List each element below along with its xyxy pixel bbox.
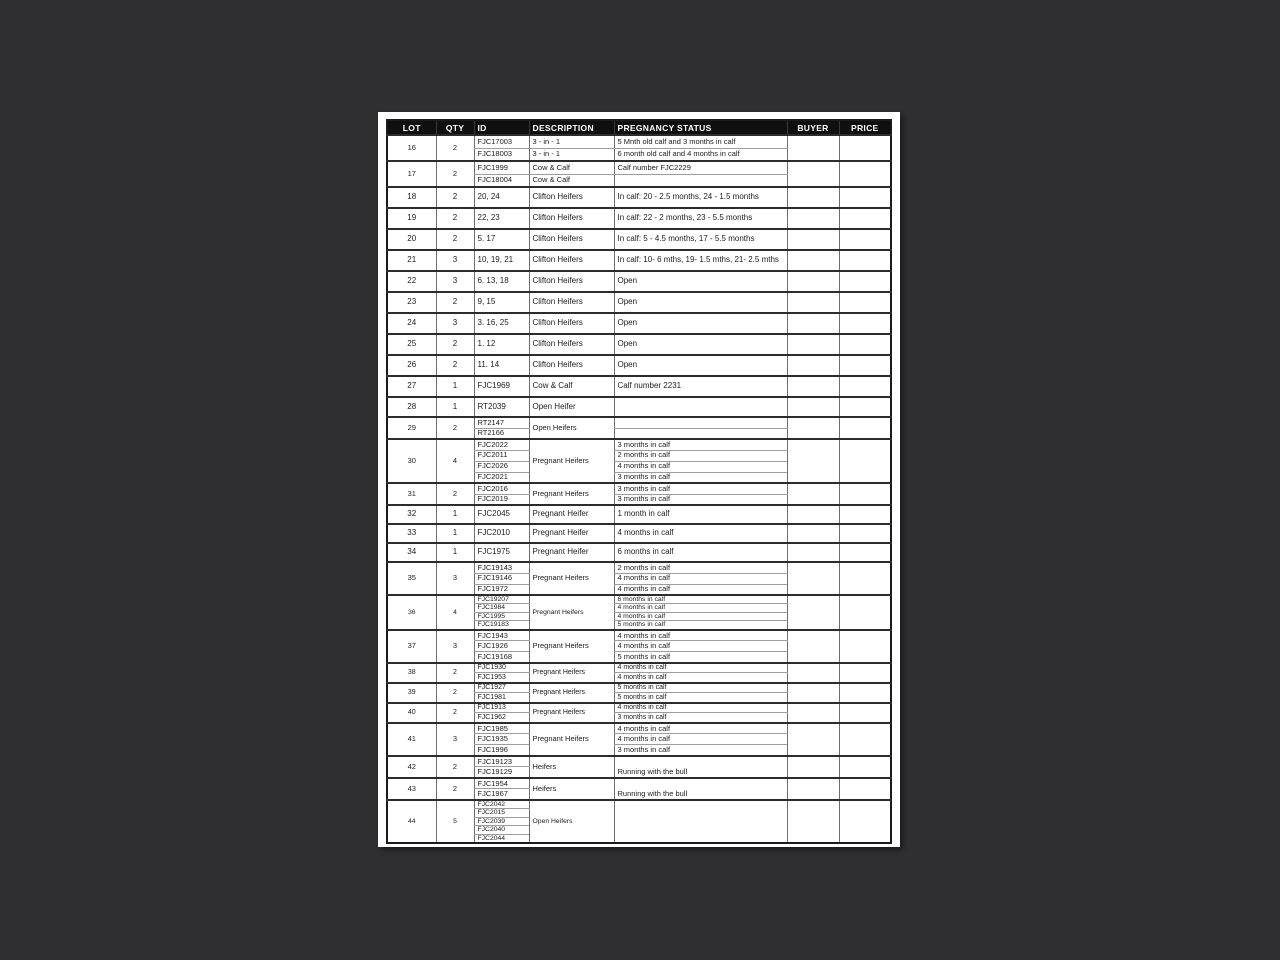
- id-cell: FJC1999: [474, 161, 529, 174]
- buyer-cell: [787, 595, 839, 630]
- buyer-cell: [787, 756, 839, 778]
- id-cell: FJC1954: [474, 778, 529, 789]
- description-cell: Cow & Calf: [529, 376, 614, 397]
- status-cell: 4 months in calf: [614, 461, 787, 472]
- lot-cell: 31: [387, 483, 436, 505]
- column-header: BUYER: [787, 120, 839, 135]
- qty-cell: 2: [436, 778, 474, 800]
- id-cell: FJC19207: [474, 595, 529, 604]
- table-row: [387, 524, 891, 543]
- id-cell: FJC19183: [474, 621, 529, 630]
- status-cell: 3 months in calf: [614, 439, 787, 450]
- price-cell: [839, 417, 891, 439]
- description-cell: Pregnant Heifer: [529, 543, 614, 562]
- table-header: [387, 120, 891, 135]
- buyer-cell: [787, 417, 839, 439]
- lot-cell: 35: [387, 562, 436, 595]
- buyer-cell: [787, 723, 839, 756]
- status-cell: 5 months in calf: [614, 621, 787, 630]
- qty-cell: 3: [436, 271, 474, 292]
- qty-cell: 3: [436, 313, 474, 334]
- price-cell: [839, 376, 891, 397]
- description-cell: Clifton Heifers: [529, 355, 614, 376]
- description-cell: Pregnant Heifer: [529, 524, 614, 543]
- description-cell: Pregnant Heifers: [529, 562, 614, 595]
- status-cell: 4 months in calf: [614, 673, 787, 683]
- id-cell: 11. 14: [474, 355, 529, 376]
- id-cell: FJC2011: [474, 450, 529, 461]
- status-cell: 4 months in calf: [614, 703, 787, 713]
- description-cell: Clifton Heifers: [529, 313, 614, 334]
- status-cell: 1 month in calf: [614, 505, 787, 524]
- price-cell: [839, 313, 891, 334]
- status-cell: 2 months in calf: [614, 450, 787, 461]
- status-cell: 4 months in calf: [614, 604, 787, 612]
- id-cell: 9, 15: [474, 292, 529, 313]
- qty-cell: 1: [436, 397, 474, 417]
- status-cell: 3 months in calf: [614, 483, 787, 494]
- id-cell: FJC1969: [474, 376, 529, 397]
- price-cell: [839, 524, 891, 543]
- qty-cell: 2: [436, 187, 474, 208]
- status-cell: 5 Mnth old calf and 3 months in calf: [614, 135, 787, 148]
- id-cell: FJC2040: [474, 826, 529, 834]
- price-cell: [839, 187, 891, 208]
- table-row: [387, 334, 891, 355]
- lot-cell: 40: [387, 703, 436, 723]
- qty-cell: 1: [436, 524, 474, 543]
- id-cell: FJC2022: [474, 439, 529, 450]
- table-row: [387, 292, 891, 313]
- id-cell: FJC1913: [474, 703, 529, 713]
- status-cell: In calf: 22 - 2 months, 23 - 5.5 months: [614, 208, 787, 229]
- lot-cell: 16: [387, 135, 436, 161]
- buyer-cell: [787, 397, 839, 417]
- description-cell: Pregnant Heifers: [529, 683, 614, 703]
- price-cell: [839, 543, 891, 562]
- price-cell: [839, 723, 891, 756]
- status-cell: [614, 428, 787, 439]
- id-cell: FJC1935: [474, 734, 529, 745]
- id-cell: FJC19168: [474, 652, 529, 663]
- status-cell: 5 months in calf: [614, 693, 787, 703]
- document-page: [378, 112, 900, 847]
- table-row: [387, 397, 891, 417]
- table-row: [387, 800, 891, 809]
- id-cell: FJC2010: [474, 524, 529, 543]
- status-cell: 5 months in calf: [614, 683, 787, 693]
- price-cell: [839, 208, 891, 229]
- buyer-cell: [787, 161, 839, 187]
- price-cell: [839, 334, 891, 355]
- price-cell: [839, 135, 891, 161]
- id-cell: 5. 17: [474, 229, 529, 250]
- table-row: [387, 483, 891, 494]
- qty-cell: 1: [436, 543, 474, 562]
- price-cell: [839, 595, 891, 630]
- id-cell: FJC1930: [474, 663, 529, 673]
- table-row: [387, 562, 891, 573]
- table-row: [387, 703, 891, 713]
- qty-cell: 2: [436, 334, 474, 355]
- status-cell: In calf: 10- 6 mths, 19- 1.5 mths, 21- 2.5 mths: [614, 250, 787, 271]
- status-cell: [614, 417, 787, 428]
- id-cell: FJC19129: [474, 767, 529, 778]
- status-cell: 3 months in calf: [614, 713, 787, 723]
- id-cell: FJC19143: [474, 562, 529, 573]
- price-cell: [839, 756, 891, 778]
- buyer-cell: [787, 543, 839, 562]
- lot-cell: 38: [387, 663, 436, 683]
- price-cell: [839, 229, 891, 250]
- table-row: [387, 543, 891, 562]
- buyer-cell: [787, 483, 839, 505]
- status-cell: 4 months in calf: [614, 734, 787, 745]
- description-cell: Pregnant Heifers: [529, 483, 614, 505]
- buyer-cell: [787, 292, 839, 313]
- qty-cell: 2: [436, 292, 474, 313]
- buyer-cell: [787, 376, 839, 397]
- lot-cell: 25: [387, 334, 436, 355]
- lot-cell: 44: [387, 800, 436, 843]
- status-cell: [614, 397, 787, 417]
- price-cell: [839, 292, 891, 313]
- status-cell: 3 months in calf: [614, 494, 787, 505]
- id-cell: FJC18004: [474, 174, 529, 187]
- description-cell: Clifton Heifers: [529, 292, 614, 313]
- description-cell: Heifers: [529, 756, 614, 778]
- lot-cell: 30: [387, 439, 436, 483]
- table-row: [387, 271, 891, 292]
- lot-cell: 21: [387, 250, 436, 271]
- table-row: [387, 663, 891, 673]
- table-row: [387, 313, 891, 334]
- status-cell: 3 months in calf: [614, 472, 787, 483]
- qty-cell: 2: [436, 703, 474, 723]
- description-cell: Clifton Heifers: [529, 187, 614, 208]
- id-cell: 3. 16, 25: [474, 313, 529, 334]
- status-cell: 4 months in calf: [614, 663, 787, 673]
- status-cell: Open: [614, 334, 787, 355]
- qty-cell: 3: [436, 562, 474, 595]
- lot-cell: 41: [387, 723, 436, 756]
- table-row: [387, 778, 891, 789]
- price-cell: [839, 703, 891, 723]
- qty-cell: 5: [436, 800, 474, 843]
- price-cell: [839, 161, 891, 187]
- price-cell: [839, 663, 891, 683]
- lot-cell: 17: [387, 161, 436, 187]
- id-cell: FJC1962: [474, 713, 529, 723]
- status-cell: Calf number FJC2229: [614, 161, 787, 174]
- buyer-cell: [787, 663, 839, 683]
- qty-cell: 2: [436, 208, 474, 229]
- description-cell: Clifton Heifers: [529, 229, 614, 250]
- id-cell: FJC1927: [474, 683, 529, 693]
- table-row: [387, 208, 891, 229]
- description-cell: Clifton Heifers: [529, 334, 614, 355]
- description-cell: Cow & Calf: [529, 161, 614, 174]
- lot-cell: 29: [387, 417, 436, 439]
- table-row: [387, 187, 891, 208]
- qty-cell: 1: [436, 505, 474, 524]
- table-row: [387, 683, 891, 693]
- qty-cell: 2: [436, 683, 474, 703]
- buyer-cell: [787, 187, 839, 208]
- id-cell: FJC2026: [474, 461, 529, 472]
- status-cell: 4 months in calf: [614, 641, 787, 652]
- lot-cell: 24: [387, 313, 436, 334]
- id-cell: FJC1967: [474, 789, 529, 800]
- qty-cell: 3: [436, 723, 474, 756]
- lot-cell: 19: [387, 208, 436, 229]
- description-cell: Pregnant Heifers: [529, 595, 614, 630]
- status-cell: 4 months in calf: [614, 612, 787, 620]
- id-cell: FJC17003: [474, 135, 529, 148]
- status-cell: 5 months in calf: [614, 652, 787, 663]
- buyer-cell: [787, 778, 839, 800]
- qty-cell: 2: [436, 161, 474, 187]
- id-cell: FJC1943: [474, 630, 529, 641]
- table-row: [387, 723, 891, 734]
- table-row: [387, 505, 891, 524]
- description-cell: Pregnant Heifers: [529, 703, 614, 723]
- lot-cell: 42: [387, 756, 436, 778]
- table-row: [387, 376, 891, 397]
- description-cell: Clifton Heifers: [529, 250, 614, 271]
- id-cell: 10, 19, 21: [474, 250, 529, 271]
- description-cell: Pregnant Heifers: [529, 630, 614, 663]
- lot-cell: 39: [387, 683, 436, 703]
- lot-cell: 18: [387, 187, 436, 208]
- id-cell: FJC1985: [474, 723, 529, 734]
- id-cell: FJC2044: [474, 834, 529, 843]
- status-cell: 3 months in calf: [614, 745, 787, 756]
- table-row: [387, 250, 891, 271]
- price-cell: [839, 483, 891, 505]
- status-cell: Calf number 2231: [614, 376, 787, 397]
- buyer-cell: [787, 524, 839, 543]
- id-cell: FJC1975: [474, 543, 529, 562]
- id-cell: RT2147: [474, 417, 529, 428]
- column-header: ID: [474, 120, 529, 135]
- status-cell: 6 months in calf: [614, 543, 787, 562]
- price-cell: [839, 630, 891, 663]
- id-cell: FJC1972: [474, 584, 529, 595]
- id-cell: FJC1984: [474, 604, 529, 612]
- buyer-cell: [787, 703, 839, 723]
- column-header: QTY: [436, 120, 474, 135]
- description-cell: Pregnant Heifer: [529, 505, 614, 524]
- buyer-cell: [787, 630, 839, 663]
- id-cell: 20, 24: [474, 187, 529, 208]
- buyer-cell: [787, 229, 839, 250]
- status-cell: 4 months in calf: [614, 524, 787, 543]
- status-cell: 4 months in calf: [614, 584, 787, 595]
- id-cell: FJC1981: [474, 693, 529, 703]
- status-cell: [614, 800, 787, 843]
- qty-cell: 2: [436, 135, 474, 161]
- status-cell: Open: [614, 313, 787, 334]
- id-cell: FJC2039: [474, 817, 529, 825]
- table-row: [387, 595, 891, 604]
- lot-cell: 26: [387, 355, 436, 376]
- description-cell: Cow & Calf: [529, 174, 614, 187]
- price-cell: [839, 778, 891, 800]
- status-cell: Open: [614, 292, 787, 313]
- id-cell: FJC2042: [474, 800, 529, 809]
- description-cell: Clifton Heifers: [529, 208, 614, 229]
- qty-cell: 4: [436, 439, 474, 483]
- id-cell: RT2166: [474, 428, 529, 439]
- price-cell: [839, 505, 891, 524]
- column-header: LOT: [387, 120, 436, 135]
- price-cell: [839, 271, 891, 292]
- buyer-cell: [787, 271, 839, 292]
- table-row: [387, 756, 891, 767]
- table-row: [387, 229, 891, 250]
- id-cell: FJC19146: [474, 573, 529, 584]
- qty-cell: 2: [436, 756, 474, 778]
- column-header: PREGNANCY STATUS: [614, 120, 787, 135]
- lot-cell: 27: [387, 376, 436, 397]
- description-cell: Clifton Heifers: [529, 271, 614, 292]
- id-cell: FJC1996: [474, 745, 529, 756]
- description-cell: Open Heifers: [529, 800, 614, 843]
- lot-cell: 34: [387, 543, 436, 562]
- table-row: [387, 439, 891, 450]
- qty-cell: 1: [436, 376, 474, 397]
- qty-cell: 4: [436, 595, 474, 630]
- price-cell: [839, 683, 891, 703]
- status-cell: [614, 174, 787, 187]
- qty-cell: 2: [436, 483, 474, 505]
- status-cell: 2 months in calf: [614, 562, 787, 573]
- buyer-cell: [787, 439, 839, 483]
- buyer-cell: [787, 800, 839, 843]
- id-cell: RT2039: [474, 397, 529, 417]
- id-cell: 1. 12: [474, 334, 529, 355]
- id-cell: FJC2021: [474, 472, 529, 483]
- status-cell: In calf: 20 - 2.5 months, 24 - 1.5 months: [614, 187, 787, 208]
- buyer-cell: [787, 250, 839, 271]
- id-cell: 22, 23: [474, 208, 529, 229]
- status-cell: 6 month old calf and 4 months in calf: [614, 148, 787, 161]
- status-cell: Open: [614, 355, 787, 376]
- qty-cell: 2: [436, 355, 474, 376]
- id-cell: FJC1995: [474, 612, 529, 620]
- table-row: [387, 417, 891, 428]
- id-cell: 6. 13, 18: [474, 271, 529, 292]
- lot-cell: 32: [387, 505, 436, 524]
- id-cell: FJC2015: [474, 809, 529, 817]
- table-row: [387, 135, 891, 148]
- description-cell: Pregnant Heifers: [529, 663, 614, 683]
- id-cell: FJC19123: [474, 756, 529, 767]
- buyer-cell: [787, 208, 839, 229]
- status-cell: In calf: 5 - 4.5 months, 17 - 5.5 months: [614, 229, 787, 250]
- price-cell: [839, 250, 891, 271]
- status-cell: Running with the bull: [614, 756, 787, 778]
- id-cell: FJC18003: [474, 148, 529, 161]
- buyer-cell: [787, 313, 839, 334]
- qty-cell: 2: [436, 663, 474, 683]
- lot-table: [386, 119, 892, 844]
- id-cell: FJC2045: [474, 505, 529, 524]
- description-cell: 3 - in - 1: [529, 135, 614, 148]
- price-cell: [839, 562, 891, 595]
- description-cell: Pregnant Heifers: [529, 439, 614, 483]
- lot-cell: 22: [387, 271, 436, 292]
- price-cell: [839, 397, 891, 417]
- status-cell: 6 months in calf: [614, 595, 787, 604]
- description-cell: Open Heifer: [529, 397, 614, 417]
- column-header: PRICE: [839, 120, 891, 135]
- table-row: [387, 630, 891, 641]
- table-row: [387, 355, 891, 376]
- status-cell: 4 months in calf: [614, 630, 787, 641]
- column-header: DESCRIPTION: [529, 120, 614, 135]
- buyer-cell: [787, 135, 839, 161]
- description-cell: Pregnant Heifers: [529, 723, 614, 756]
- id-cell: FJC1953: [474, 673, 529, 683]
- buyer-cell: [787, 683, 839, 703]
- description-cell: 3 - in - 1: [529, 148, 614, 161]
- qty-cell: 3: [436, 250, 474, 271]
- price-cell: [839, 439, 891, 483]
- table-body: [387, 135, 891, 843]
- buyer-cell: [787, 334, 839, 355]
- id-cell: FJC1926: [474, 641, 529, 652]
- buyer-cell: [787, 562, 839, 595]
- buyer-cell: [787, 505, 839, 524]
- lot-cell: 23: [387, 292, 436, 313]
- id-cell: FJC2016: [474, 483, 529, 494]
- price-cell: [839, 355, 891, 376]
- lot-cell: 36: [387, 595, 436, 630]
- status-cell: 4 months in calf: [614, 723, 787, 734]
- price-cell: [839, 800, 891, 843]
- qty-cell: 2: [436, 229, 474, 250]
- lot-cell: 28: [387, 397, 436, 417]
- lot-cell: 33: [387, 524, 436, 543]
- description-cell: Heifers: [529, 778, 614, 800]
- buyer-cell: [787, 355, 839, 376]
- status-cell: Running with the bull: [614, 778, 787, 800]
- lot-cell: 20: [387, 229, 436, 250]
- lot-cell: 43: [387, 778, 436, 800]
- status-cell: 4 months in calf: [614, 573, 787, 584]
- lot-cell: 37: [387, 630, 436, 663]
- id-cell: FJC2019: [474, 494, 529, 505]
- status-cell: Open: [614, 271, 787, 292]
- description-cell: Open Heifers: [529, 417, 614, 439]
- table-row: [387, 161, 891, 174]
- qty-cell: 2: [436, 417, 474, 439]
- qty-cell: 3: [436, 630, 474, 663]
